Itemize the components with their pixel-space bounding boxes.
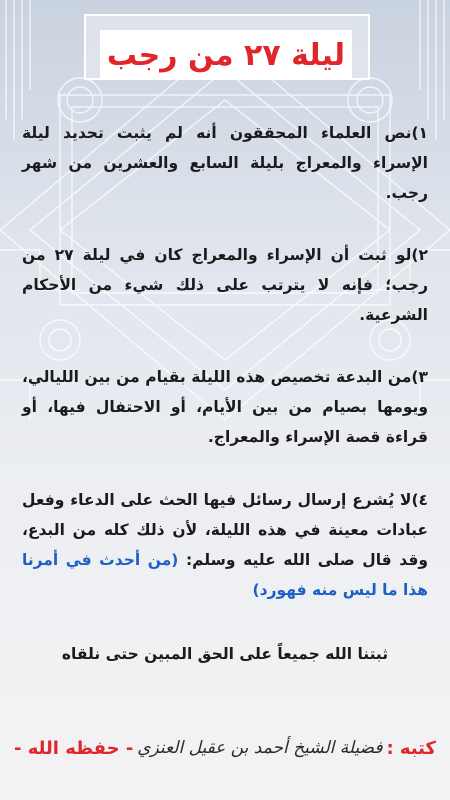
signature-prefix: كتبه : [386,737,436,759]
point-4 [22,485,428,605]
signature-suffix: - حفظه الله - [14,737,134,759]
point-2: ٢)لو ثبت أن الإسراء والمعراج كان في ليلة ٢٧ من رجب؛ فإنه لا يترتب على ذلك شيء من الأحكام الشرعية. [22,246,428,324]
signature-name: فضيلة الشيخ أحمد بن عقيل العنزي [137,738,383,758]
signature-line [14,728,436,768]
title-box [100,30,352,80]
page-title: ليلة ٢٧ من رجب [106,37,346,73]
point-4-text: ٤)لا يُشرع إرسال رسائل فيها الحث على الدعاء وفعل عبادات معينة في هذه الليلة، لأن ذلك كله من البدع، وقد قال صلى الله عليه وسلم: [22,491,428,569]
closing-prayer: ثبتنا الله جميعاً على الحق المبين حتى نلقاه [61,645,389,663]
point-1: ١)نص العلماء المحققون أنه لم يثبت تحديد ليلة الإسراء والمعراج بليلة السابع والعشرين من شهر رجب. [22,124,428,202]
article-body [22,118,428,663]
point-3: ٣)من البدعة تخصيص هذه الليلة بقيام من بين الليالي، ويومها بصيام من بين الأيام، أو الاحتفال فيها، أو قراءة قصة الإسراء والمعراج. [22,368,428,446]
hadith-quote: (من أحدث في أمرنا هذا ما ليس منه فهورد) [22,551,428,599]
